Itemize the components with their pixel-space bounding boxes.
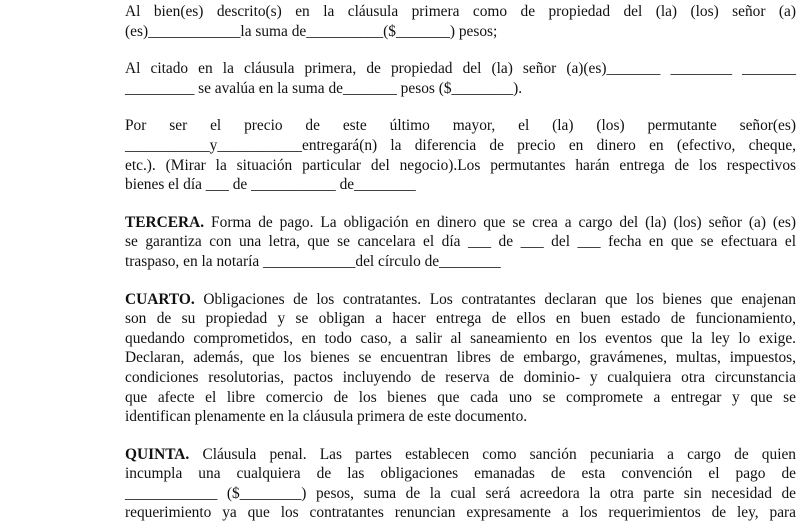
text-line: son de su propiedad y se obligan a hacer entrega de ellos en buen estado de funcionamiento, [125, 310, 796, 328]
text-line: _________ se avalúa en la suma de_______ pesos ($________). [125, 79, 523, 97]
text-line: ___________y___________entregará(n) la diferencia de precio en dinero en (efectivo, cheque, [125, 136, 796, 154]
text-line: etc.). (Mirar la situación particular del negocio).Los permutantes harán entrega de los respectivos [125, 156, 796, 174]
text-line: identifican plenamente en la cláusula primera de este documento. [125, 408, 528, 426]
clause-heading: QUINTA. [125, 445, 190, 463]
text-line: Al bien(es) descrito(s) en la cláusula primera como de propiedad del (la) (los) señor (a) [125, 3, 796, 20]
text-line: Declaran, además, que los bienes se encuentran libres de embargo, gravámenes, multas, impuestos, [125, 349, 796, 367]
text-line: que afecte el libre comercio de los bienes que cada uno se compromete a entregar y que se [125, 388, 796, 406]
text-line: Por ser el precio de este último mayor, el (la) (los) permutante señor(es) [125, 117, 796, 135]
clause-paragraph-3 [125, 116, 796, 194]
text-line: se garantiza con una letra, que se cancelara el día ___ de ___ del ___ fecha en que se efectuara el [125, 233, 796, 251]
clause-paragraph-1 [125, 2, 796, 41]
text-line: (es)____________la suma de__________($_______) pesos; [125, 22, 498, 40]
text-line: traspaso, en la notaría ____________del círculo de________ [125, 252, 501, 270]
text-line: bienes el día ___ de ___________ de________ [125, 176, 416, 194]
clause-tercera [125, 213, 796, 272]
clause-cuarto [125, 290, 796, 427]
text-line: requerimiento ya que los contratantes renuncian expresamente a los requerimientos de ley, para [125, 504, 796, 522]
text-line [125, 213, 796, 233]
clause-quinta [125, 445, 796, 523]
text-line: ____________ ($________) pesos, suma de la cual será acreedora la otra parte sin necesidad de [125, 484, 796, 502]
clause-text: Obligaciones de los contratantes. Los contratantes declaran que los bienes que enajenan [194, 290, 796, 308]
clause-heading: TERCERA. [125, 213, 205, 231]
clause-text: Forma de pago. La obligación en dinero que se crea a cargo del (la) (los) señor (a) (es) [204, 213, 796, 231]
text-line [125, 290, 796, 310]
clause-text: Cláusula penal. Las partes establecen como sanción pecuniaria a cargo de quien [189, 445, 796, 463]
text-line: condiciones resolutorias, pactos incluyendo de reserva de dominio- y cualquiera otra circunstancia [125, 368, 796, 386]
text-line [125, 445, 796, 465]
clause-paragraph-2 [125, 59, 796, 98]
clause-heading: CUARTO. [125, 290, 195, 308]
text-line: quedando comprometidos, en todo caso, a salir al saneamiento en los eventos que la ley lo exige. [125, 329, 796, 347]
text-line: Al citado en la cláusula primera, de propiedad del (la) señor (a)(es)_______ ________ _______ [125, 60, 796, 78]
text-line: incumpla una cualquiera de las obligaciones emanadas de esta convención el pago de [125, 465, 796, 483]
